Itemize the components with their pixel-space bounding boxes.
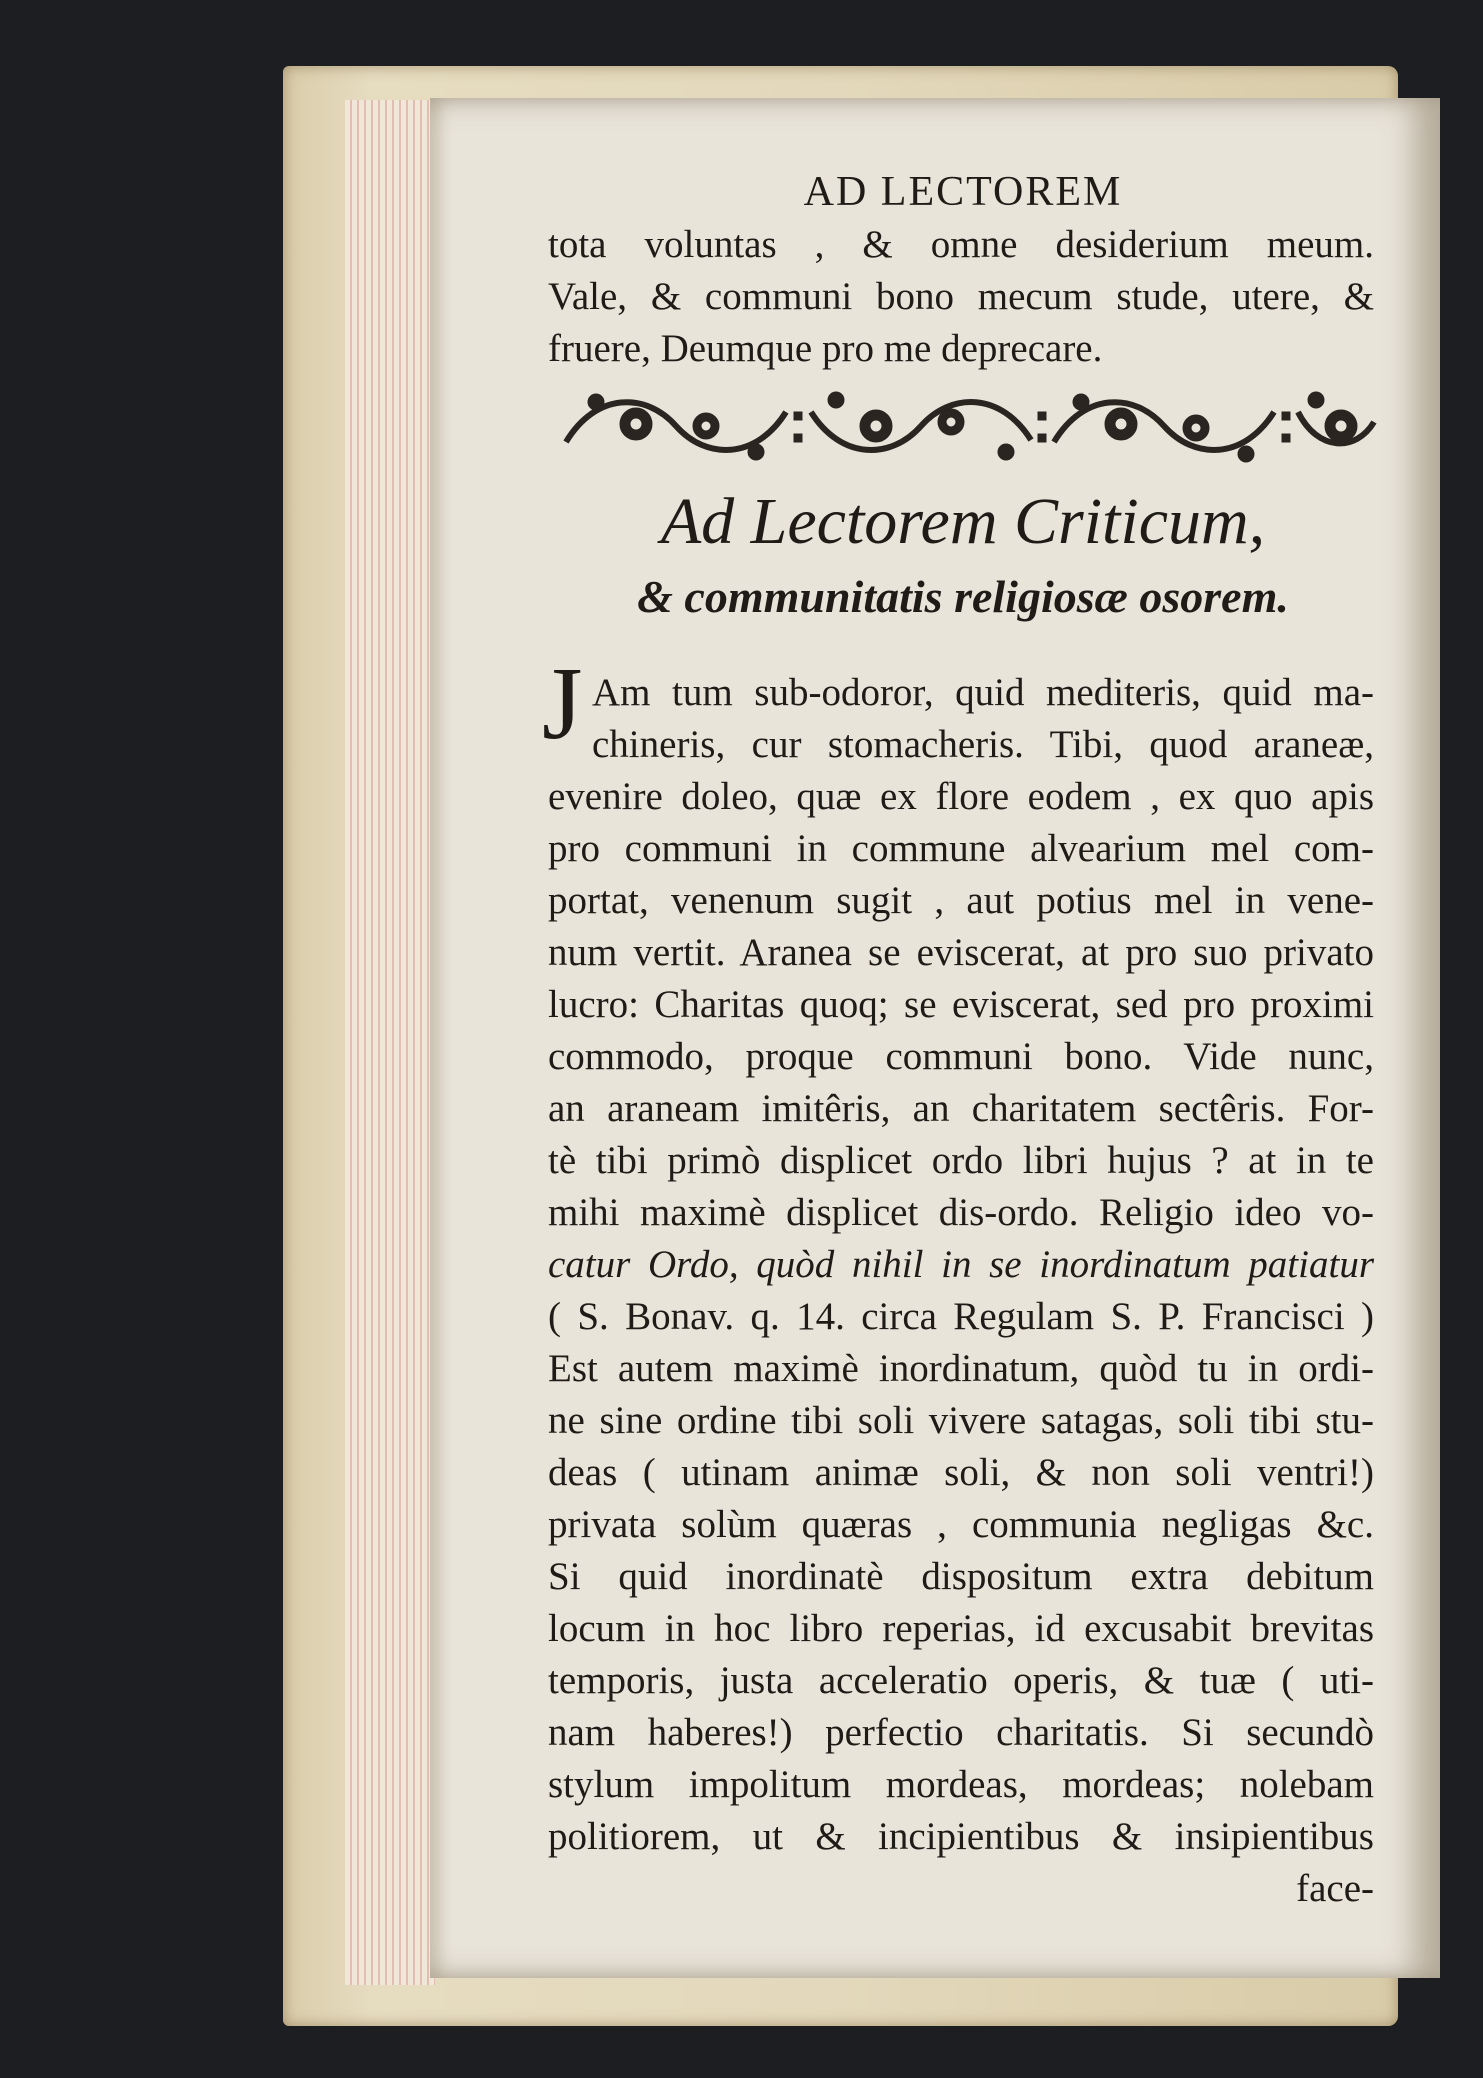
body-line: Est autem maximè inordinatum, quòd tu in ordi- [548,1347,1374,1390]
body-line: nam haberes!) perfectio charitatis. Si secundò [548,1711,1374,1754]
body-line: mihi maximè displicet dis-ordo. Religio ideo vo- [548,1191,1374,1234]
section-subtitle: & communitatis religiosæ osorem. [637,571,1289,622]
body-line: ( S. Bonav. q. 14. circa Regulam S. P. Francisci ) [548,1295,1374,1338]
running-header: AD LECTOREM [803,169,1123,215]
catchword: face- [1296,1867,1374,1910]
floral-ornament-2 [811,392,1031,460]
floral-ornament-3 [1054,394,1274,462]
body-line: Am tum sub-odoror, quid mediteris, quid ma- [592,671,1374,714]
floral-ornament-1 [566,394,786,460]
section-title: Ad Lectorem Criticum, [660,485,1266,558]
body-line: ne sine ordine tibi soli vivere satagas, soli tibi stu- [548,1399,1374,1442]
body-line: portat, venenum sugit , aut potius mel in vene- [548,879,1374,922]
floral-ornament-band [556,382,1380,470]
intro-line: fruere, Deumque pro me deprecare. [548,327,1103,370]
floral-ornament-4 [1298,392,1374,443]
page-edges [345,100,435,1985]
body-line: lucro: Charitas quoq; se eviscerat, sed pro proximi [548,983,1374,1026]
body-line: stylum impolitum mordeas, mordeas; nolebam [548,1763,1374,1806]
body-line: evenire doleo, quæ ex flore eodem , ex quo apis [548,775,1374,818]
body-line: temporis, justa acceleratio operis, & tuæ ( uti- [548,1659,1374,1702]
body-line: chineris, cur stomacheris. Tibi, quod araneæ, [592,723,1374,766]
body-line: politiorem, ut & incipientibus & insipientibus [548,1815,1374,1858]
intro-line: Vale, & communi bono mecum stude, utere, & [548,275,1374,318]
body-line: pro communi in commune alvearium mel com- [548,827,1374,870]
intro-line: tota voluntas , & omne desiderium meum. [548,223,1374,266]
body-line: Si quid inordinatè dispositum extra debitum [548,1555,1374,1598]
body-line: locum in hoc libro reperias, id excusabit brevitas [548,1607,1374,1650]
body-line: num vertit. Aranea se eviscerat, at pro suo privato [548,931,1374,974]
body-line: catur Ordo, quòd nihil in se inordinatum patiatur [548,1243,1374,1286]
drop-cap: J [542,646,583,761]
body-line: tè tibi primò displicet ordo libri hujus ? at in te [548,1139,1374,1182]
body-line: an araneam imitêris, an charitatem sectêris. For- [548,1087,1374,1130]
body-line: privata solùm quæras , communia negligas &c. [548,1503,1374,1546]
body-line: deas ( utinam animæ soli, & non soli ventri!) [548,1451,1374,1494]
body-line: commodo, proque communi bono. Vide nunc, [548,1035,1374,1078]
